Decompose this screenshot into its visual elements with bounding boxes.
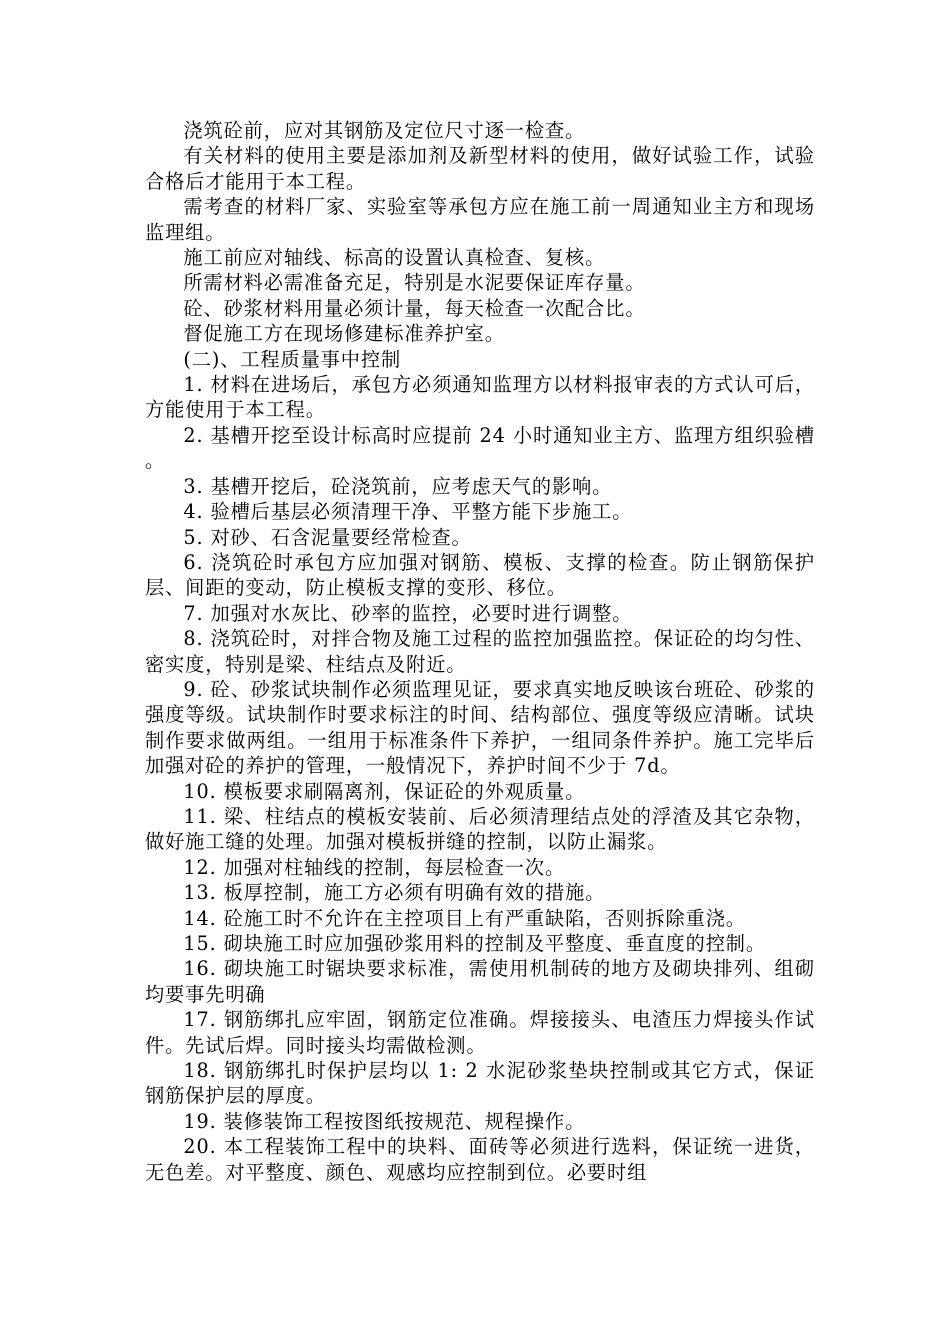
paragraph: 所需材料必需准备充足，特别是水泥要保证库存量。: [183, 271, 646, 295]
section-heading: (二)、工程质量事中控制: [183, 347, 402, 371]
list-item: 10. 模板要求刷隔离剂，保证砼的外观质量。: [183, 779, 586, 803]
list-item: 7. 加强对水灰比、砂率的监控，必要时进行调整。: [183, 601, 633, 625]
list-item: 1. 材料在进场后，承包方必须通知监理方以材料报审表的方式认可后，方能使用于本工程。: [145, 373, 815, 422]
list-item: 12. 加强对柱轴线的控制，每层检查一次。: [183, 855, 566, 879]
list-item: 11. 梁、柱结点的模板安装前、后必须清理结点处的浮渣及其它杂物，做好施工缝的处理。加强对模板拼缝的控制，以防止漏浆。: [145, 804, 815, 854]
list-item: 18. 钢筋绑扎时保护层均以 1: 2 水泥砂浆垫块控制或其它方式，保证钢筋保护层的厚度。: [145, 1059, 815, 1108]
paragraph: 砼、砂浆材料用量必须计量，每天检查一次配合比。: [183, 296, 646, 320]
list-item: 9. 砼、砂浆试块制作必须监理见证，要求真实地反映该台班砼、砂浆的强度等级。试块制作时要求标注的时间、结构部位、强度等级应清晰。试块制作要求做两组。一组用于标准条件下养护，一组同条件养护。施工完毕后加强对砼的养护的管理，一般情况下，养护时间不少于 7d。: [145, 677, 815, 778]
list-item: 4. 验槽后基层必须清理干净、平整方能下步施工。: [183, 500, 633, 524]
list-item: 13. 板厚控制，施工方必须有明确有效的措施。: [183, 881, 606, 905]
paragraph: 督促施工方在现场修建标准养护室。: [183, 322, 505, 346]
paragraph: 有关材料的使用主要是添加剂及新型材料的使用，做好试验工作，试验合格后才能用于本工程。: [145, 144, 815, 193]
list-item: 17. 钢筋绑扎应牢固，钢筋定位准确。焊接接头、电渣压力焊接头作试件。先试后焊。同时接头均需做检测。: [145, 1008, 815, 1057]
document-page: [145, 118, 815, 1185]
paragraph: 需考查的材料厂家、实验室等承包方应在施工前一周通知业主方和现场监理组。: [145, 195, 815, 244]
paragraph: 施工前应对轴线、标高的设置认真检查、复核。: [183, 246, 606, 270]
list-item: 20. 本工程装饰工程中的块料、面砖等必须进行选料，保证统一进货，无色差。对平整度、颜色、观感均应控制到位。必要时组: [145, 1135, 815, 1184]
list-item: 8. 浇筑砼时，对拌合物及施工过程的监控加强监控。保证砼的均匀性、密实度，特别是梁、柱结点及附近。: [145, 627, 815, 676]
paragraph: 浇筑砼前，应对其钢筋及定位尺寸逐一检查。: [183, 119, 586, 142]
list-item: 14. 砼施工时不允许在主控项目上有严重缺陷，否则拆除重浇。: [183, 906, 746, 930]
list-item: 5. 对砂、石含泥量要经常检查。: [183, 525, 472, 549]
list-item: 2. 基槽开挖至设计标高时应提前 24 小时通知业主方、监理方组织验槽 。: [145, 423, 815, 473]
list-item: 16. 砌块施工时锯块要求标准，需使用机制砖的地方及砌块排列、组砌均要事先明确: [145, 957, 815, 1006]
list-item: 19. 装修装饰工程按图纸按规范、规程操作。: [183, 1109, 586, 1133]
list-item: 3. 基槽开挖后，砼浇筑前，应考虑天气的影响。: [183, 474, 613, 498]
list-item: 15. 砌块施工时应加强砂浆用料的控制及平整度、垂直度的控制。: [183, 932, 766, 955]
list-item: 6. 浇筑砼时承包方应加强对钢筋、模板、支撑的检查。防止钢筋保护层、间距的变动，防止模板支撑的变形、移位。: [145, 550, 815, 600]
